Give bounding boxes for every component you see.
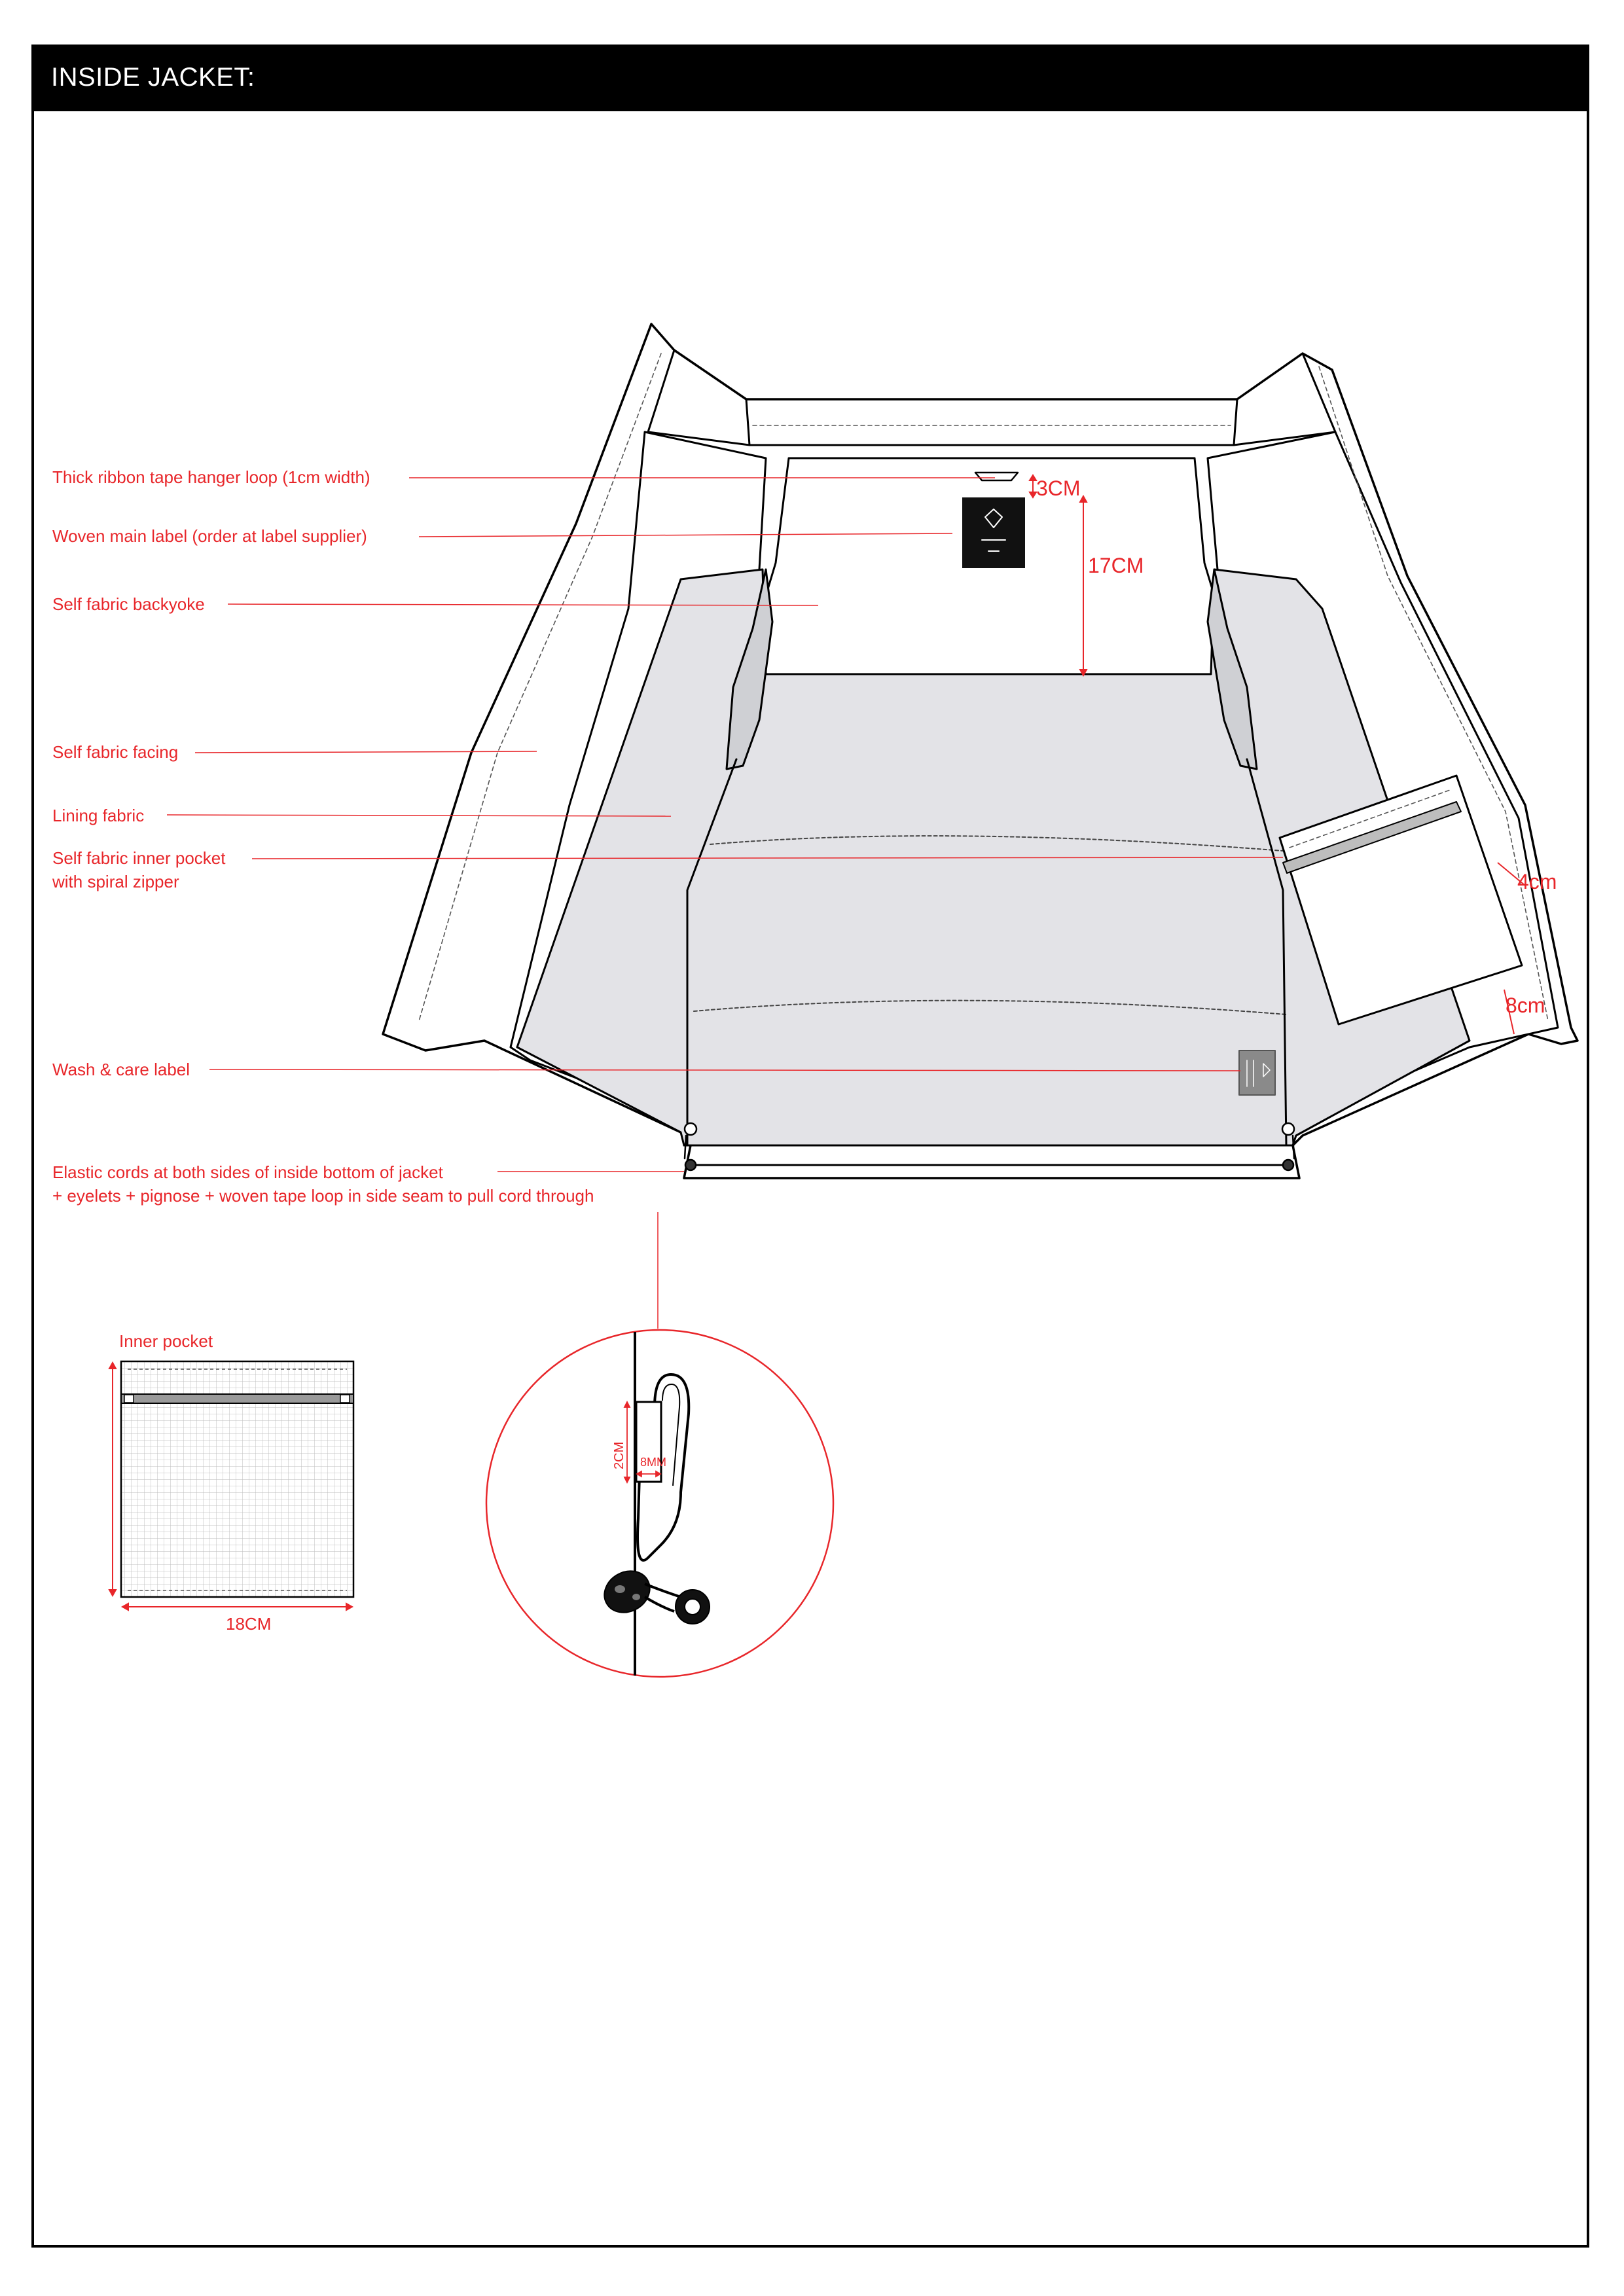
label-hanger-loop: Thick ribbon tape hanger loop (1cm width) xyxy=(52,467,370,487)
dim-4cm-text: 4cm xyxy=(1517,870,1557,893)
dim-3cm-text: 3CM xyxy=(1036,476,1081,500)
label-lining: Lining fabric xyxy=(52,806,145,825)
label-facing: Self fabric facing xyxy=(52,742,179,762)
label-inner-pocket-1: Self fabric inner pocket xyxy=(52,848,226,868)
inner-pocket-detail xyxy=(109,1331,353,1634)
cord-detail xyxy=(486,1330,833,1677)
wash-care-label xyxy=(1239,1050,1275,1095)
label-main-label: Woven main label (order at label supplier) xyxy=(52,526,367,546)
inner-pocket-width-label: 18CM xyxy=(226,1614,272,1634)
label-inner-pocket-2: with spiral zipper xyxy=(52,872,179,891)
label-elastic-1: Elastic cords at both sides of inside bottom of jacket xyxy=(52,1162,443,1182)
label-elastic-2: + eyelets + pignose + woven tape loop in side seam to pull cord through xyxy=(52,1186,594,1206)
inner-pocket-detail-zip-end-right xyxy=(340,1395,350,1403)
dim-8cm-text: 8cm xyxy=(1506,994,1545,1017)
tape-loop xyxy=(636,1402,661,1482)
page-title: INSIDE JACKET: xyxy=(51,63,255,92)
cord-end-eyelet xyxy=(676,1590,710,1624)
hanger-loop xyxy=(975,473,1018,480)
label-backyoke: Self fabric backyoke xyxy=(52,594,205,614)
jacket-drawing xyxy=(383,324,1578,1178)
dim-17cm-text: 17CM xyxy=(1088,554,1144,577)
tape-loop-width-label: 8MM xyxy=(640,1456,666,1469)
main-label xyxy=(962,497,1025,568)
inner-pocket-detail-zip-end-left xyxy=(124,1395,134,1403)
inner-pocket-detail-zipper xyxy=(121,1394,353,1403)
inner-pocket-title: Inner pocket xyxy=(119,1331,213,1351)
label-wash-care: Wash & care label xyxy=(52,1060,190,1079)
tape-loop-length-label: 2CM xyxy=(612,1441,626,1469)
